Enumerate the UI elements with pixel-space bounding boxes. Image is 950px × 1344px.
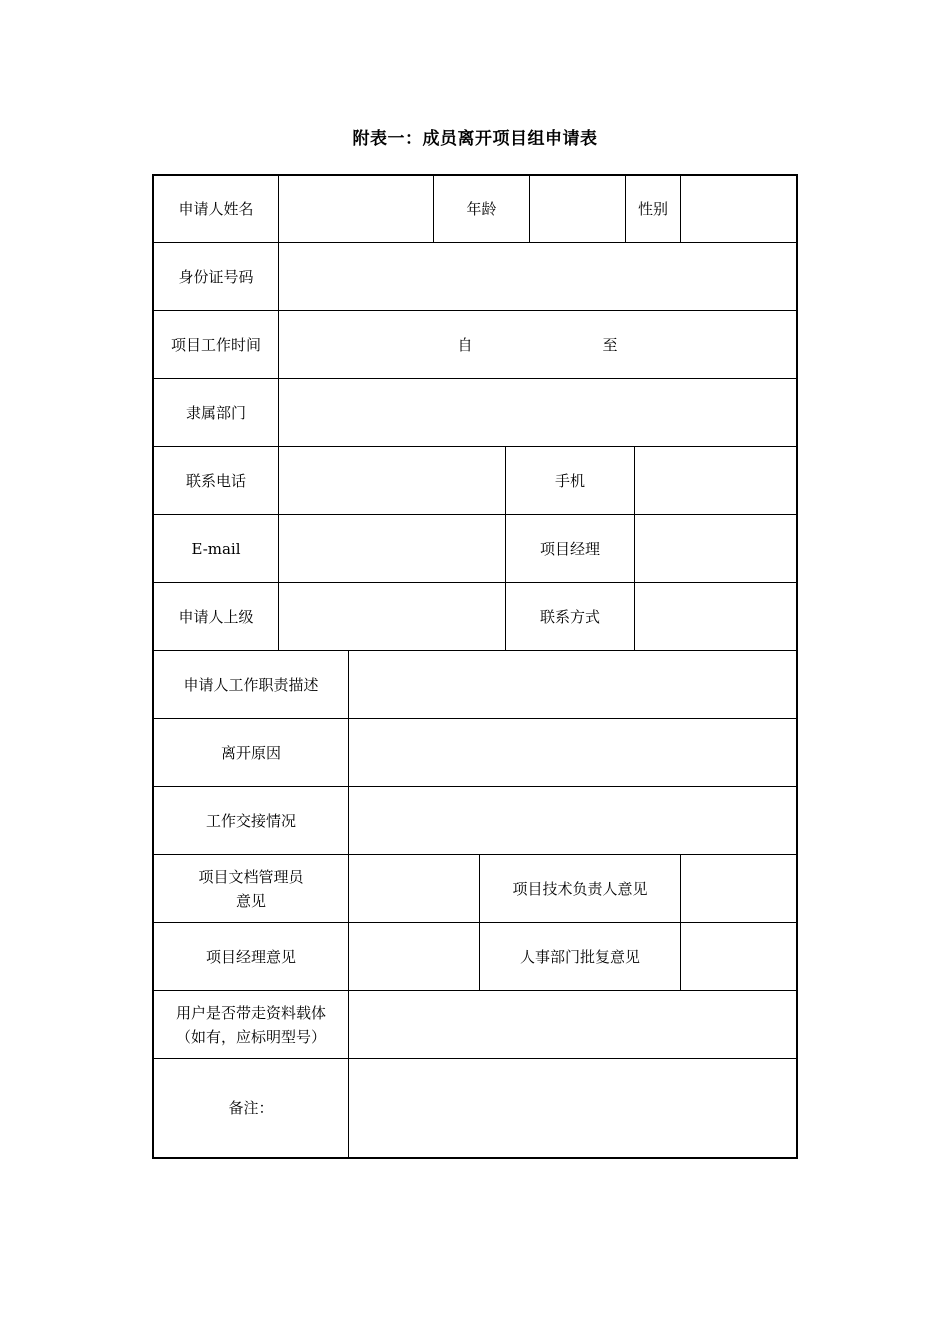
id-number-field[interactable] (279, 243, 796, 310)
hr-opinion-label: 人事部门批复意见 (519, 947, 640, 966)
email-label: E-mail (191, 539, 241, 558)
hr-opinion-field[interactable] (681, 923, 796, 990)
phone-label: 联系电话 (185, 471, 246, 490)
email-field[interactable] (279, 515, 505, 582)
to-label: 至 (602, 335, 618, 354)
doc-admin-opinion-label (154, 855, 348, 922)
doc-admin-opinion-field[interactable] (349, 855, 479, 922)
media-label-line1: 用户是否带走资料载体 (175, 1003, 326, 1022)
reason-label: 离开原因 (220, 743, 281, 762)
remarks-label: 备注： (228, 1099, 274, 1117)
mobile-field[interactable] (635, 447, 796, 514)
phone-field[interactable] (279, 447, 505, 514)
gender-field[interactable] (681, 176, 796, 242)
mobile-label: 手机 (554, 471, 585, 490)
pm-opinion-label: 项目经理意见 (205, 947, 296, 966)
handover-field[interactable] (349, 787, 796, 854)
supervisor-label: 申请人上级 (178, 607, 254, 626)
work-period-field[interactable] (279, 311, 796, 378)
project-manager-label: 项目经理 (539, 539, 600, 558)
department-field[interactable] (279, 379, 796, 446)
tech-lead-opinion-field[interactable] (681, 855, 796, 922)
application-form-table (152, 174, 798, 1159)
media-taken-label (154, 991, 348, 1058)
department-label: 隶属部门 (185, 403, 246, 422)
pm-opinion-field[interactable] (349, 923, 479, 990)
doc-admin-label-line2: 意见 (235, 891, 266, 910)
remarks-field[interactable] (349, 1059, 796, 1157)
handover-label: 工作交接情况 (205, 811, 296, 830)
age-label: 年龄 (466, 200, 497, 218)
duties-field[interactable] (349, 651, 796, 718)
contact-field[interactable] (635, 583, 796, 650)
supervisor-field[interactable] (279, 583, 505, 650)
work-period-label: 项目工作时间 (170, 335, 261, 354)
duties-label: 申请人工作职责描述 (183, 675, 319, 694)
contact-label: 联系方式 (539, 607, 600, 626)
from-label: 自 (457, 335, 473, 354)
applicant-name-label: 申请人姓名 (178, 200, 254, 218)
age-field[interactable] (530, 176, 625, 242)
doc-admin-label-line1: 项目文档管理员 (198, 867, 304, 886)
form-title: 附表一：成员离开项目组申请表 (352, 129, 598, 149)
media-label-line2: （如有，应标明型号） (175, 1027, 326, 1046)
reason-field[interactable] (349, 719, 796, 786)
applicant-name-field[interactable] (279, 176, 433, 242)
project-manager-field[interactable] (635, 515, 796, 582)
tech-lead-opinion-label: 项目技术负责人意见 (512, 879, 648, 898)
gender-label: 性别 (637, 200, 668, 218)
id-number-label: 身份证号码 (178, 267, 254, 286)
media-taken-field[interactable] (349, 991, 796, 1058)
